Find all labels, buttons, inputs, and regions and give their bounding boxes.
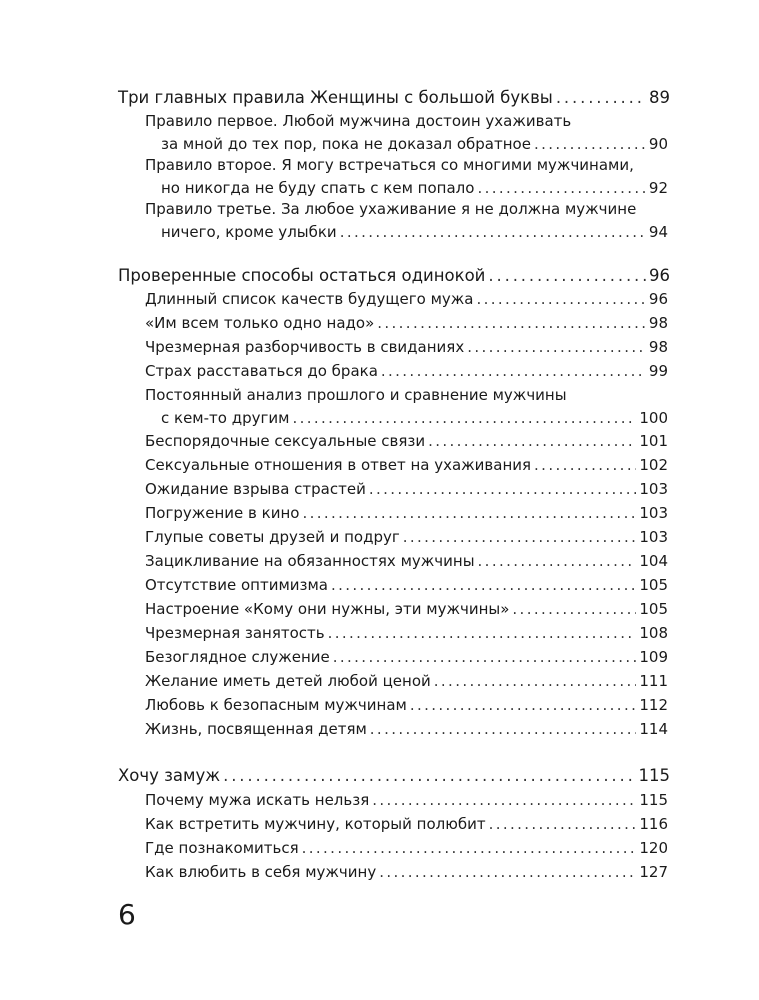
entry-page: 98 — [648, 338, 668, 356]
entry-title: Зацикливание на обязанностях мужчины — [145, 552, 475, 570]
dot-leader — [292, 407, 636, 430]
dot-leader — [434, 670, 637, 693]
entry-page: 94 — [648, 223, 668, 241]
entry-title: Длинный список качеств будущего мужа — [145, 290, 474, 308]
entry-title: «Им всем только одно надо» — [145, 314, 375, 332]
entry-title: Безоглядное служение — [145, 648, 330, 666]
entry-page: 102 — [639, 456, 668, 474]
toc-entry — [145, 574, 668, 597]
toc-entry — [145, 312, 668, 335]
dot-leader — [333, 646, 637, 669]
dot-leader — [477, 177, 645, 200]
entry-title: Как встретить мужчину, который полюбит — [145, 815, 486, 833]
toc-entry — [145, 550, 668, 573]
dot-leader — [428, 430, 636, 453]
toc-entry — [145, 837, 668, 860]
entry-page: 101 — [639, 432, 668, 450]
toc-entry — [145, 430, 668, 453]
dot-leader — [379, 861, 636, 884]
dot-leader — [328, 622, 637, 645]
entry-title: Глупые советы друзей и подруг — [145, 528, 400, 546]
entry-title: Погружение в кино — [145, 504, 300, 522]
dot-leader — [410, 694, 637, 717]
entry-page: 111 — [639, 672, 668, 690]
entry-page: 96 — [648, 290, 668, 308]
entry-page: 108 — [639, 624, 668, 642]
entry-title: Настроение «Кому они нужны, эти мужчины» — [145, 600, 510, 618]
entry-title: Страх расставаться до брака — [145, 362, 378, 380]
toc-entry — [145, 694, 668, 717]
toc-entry — [145, 384, 668, 430]
toc-entry — [145, 622, 668, 645]
entry-title: Ожидание взрыва страстей — [145, 480, 366, 498]
entry-page: 99 — [648, 362, 668, 380]
entry-page: 115 — [639, 791, 668, 809]
entry-page: 100 — [639, 409, 668, 427]
entry-title: Отсутствие оптимизма — [145, 576, 328, 594]
entry-title: Чрезмерная разборчивость в свиданиях — [145, 338, 465, 356]
entry-line-1: Правило первое. Любой мужчина достоин ухаживать — [145, 112, 572, 130]
dot-leader — [403, 526, 637, 549]
toc-entry — [145, 154, 668, 200]
entry-line-1: Правило второе. Я могу встречаться со многими мужчинами, — [145, 156, 634, 174]
toc-entry — [145, 478, 668, 501]
toc-entry — [145, 454, 668, 477]
dot-leader — [377, 312, 646, 335]
entry-page: 92 — [648, 179, 668, 197]
entry-title: Чрезмерная занятость — [145, 624, 325, 642]
entry-title: Любовь к безопасным мужчинам — [145, 696, 407, 714]
dot-leader — [534, 454, 636, 477]
entry-page: 104 — [639, 552, 668, 570]
entry-page: 90 — [648, 135, 668, 153]
dot-leader — [489, 813, 637, 836]
entry-title: Желание иметь детей любой ценой — [145, 672, 431, 690]
dot-leader — [369, 478, 637, 501]
entry-title: Как влюбить в себя мужчину — [145, 863, 377, 881]
toc-entry — [145, 598, 668, 621]
dot-leader — [534, 133, 646, 156]
section-title: Три главных правила Женщины с большой буквы — [118, 88, 553, 107]
toc-entry — [145, 646, 668, 669]
entry-page: 109 — [639, 648, 668, 666]
entry-page: 116 — [639, 815, 668, 833]
dot-leader — [223, 764, 635, 788]
entry-page: 103 — [639, 504, 668, 522]
page-number: 6 — [118, 898, 136, 931]
entry-line-2: с кем-то другим — [161, 409, 290, 427]
section-heading — [118, 86, 670, 110]
toc-entry — [145, 360, 668, 383]
dot-leader — [381, 360, 646, 383]
entry-page: 105 — [639, 576, 668, 594]
entry-page: 120 — [639, 839, 668, 857]
section-heading — [118, 764, 670, 788]
toc-entry — [145, 718, 668, 741]
dot-leader — [476, 288, 645, 311]
dot-leader — [302, 837, 637, 860]
entry-line-2: за мной до тех пор, пока не доказал обратное — [161, 135, 531, 153]
entry-page: 112 — [639, 696, 668, 714]
toc-entry — [145, 670, 668, 693]
section-page: 115 — [638, 766, 670, 785]
entry-title: Где познакомиться — [145, 839, 299, 857]
dot-leader — [478, 550, 637, 573]
dot-leader — [372, 789, 636, 812]
entry-title: Жизнь, посвященная детям — [145, 720, 367, 738]
toc-entry — [145, 789, 668, 812]
entry-page: 114 — [639, 720, 668, 738]
toc-entry — [145, 861, 668, 884]
toc-entry — [145, 813, 668, 836]
section-page: 89 — [649, 88, 670, 107]
dot-leader — [370, 718, 637, 741]
dot-leader — [331, 574, 636, 597]
entry-page: 103 — [639, 528, 668, 546]
toc-entry — [145, 198, 668, 244]
section-title: Хочу замуж — [118, 766, 221, 785]
entry-page: 127 — [639, 863, 668, 881]
dot-leader — [340, 221, 646, 244]
entry-title: Сексуальные отношения в ответ на ухаживания — [145, 456, 532, 474]
dot-leader — [512, 598, 636, 621]
toc-entry — [145, 336, 668, 359]
section-page: 96 — [649, 266, 670, 285]
toc-entry — [145, 110, 668, 156]
entry-page: 105 — [639, 600, 668, 618]
entry-line-1: Постоянный анализ прошлого и сравнение мужчины — [145, 386, 567, 404]
entry-line-2: ничего, кроме улыбки — [161, 223, 337, 241]
entry-title: Почему мужа искать нельзя — [145, 791, 370, 809]
dot-leader — [302, 502, 636, 525]
section-heading — [118, 264, 670, 288]
toc-entry — [145, 288, 668, 311]
dot-leader — [488, 264, 646, 288]
entry-page: 103 — [639, 480, 668, 498]
toc-entry — [145, 502, 668, 525]
entry-line-2: но никогда не буду спать с кем попало — [161, 179, 475, 197]
entry-page: 98 — [648, 314, 668, 332]
dot-leader — [556, 86, 646, 110]
section-title: Проверенные способы остаться одинокой — [118, 266, 486, 285]
dot-leader — [467, 336, 646, 359]
entry-line-1: Правило третье. За любое ухаживание я не должна мужчине — [145, 200, 637, 218]
entry-title: Беспорядочные сексуальные связи — [145, 432, 426, 450]
toc-entry — [145, 526, 668, 549]
